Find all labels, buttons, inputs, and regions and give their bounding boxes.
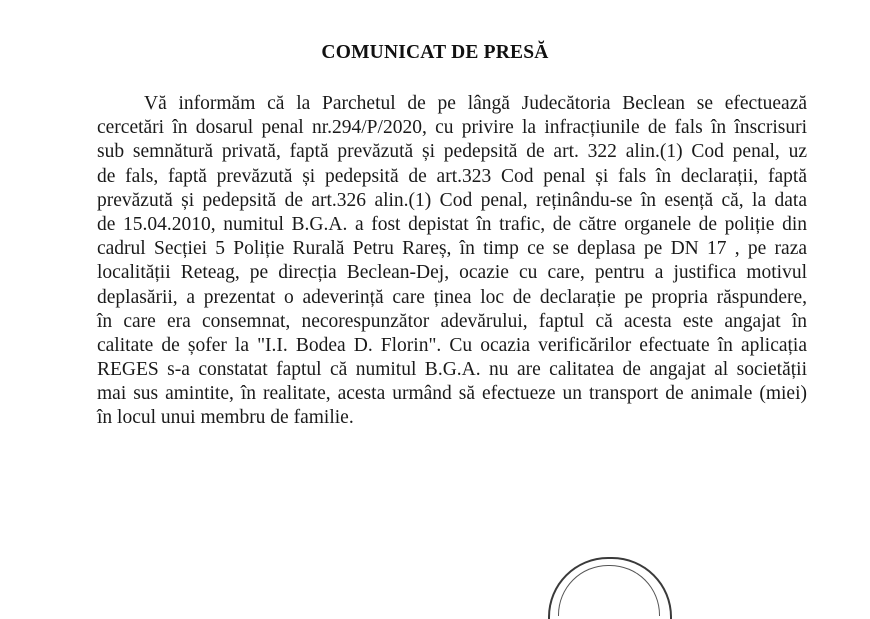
paragraph-line: sub semnătură privată, faptă prevăzută și pedepsită de art. 322 alin.(1) Cod penal, uz bbox=[97, 141, 807, 163]
paragraph-line: în care era consemnat, necorespunzător adevărului, faptul că acesta este angajat în bbox=[97, 310, 807, 332]
stamp-inner-ring bbox=[558, 565, 660, 616]
press-release-paragraph bbox=[97, 92, 807, 431]
paragraph-line: deplasării, a prezentat o adeverință care ținea loc de declarație pe propria răspundere, bbox=[97, 286, 807, 308]
paragraph-line: mai sus amintite, în realitate, acesta urmând să efectueze un transport de animale (miei) bbox=[97, 383, 807, 405]
paragraph-line: cadrul Secției 5 Poliție Rurală Petru Rareș, în timp ce se deplasa pe DN 17 , pe raza bbox=[97, 238, 807, 260]
document-title: COMUNICAT DE PRESĂ bbox=[321, 42, 549, 63]
paragraph-line: prevăzută și pedepsită de art.326 alin.(1) Cod penal, reținându-se în esență că, la data bbox=[97, 189, 807, 211]
paragraph-line: localității Reteag, pe direcția Beclean-Dej, ocazie cu care, pentru a justifica motivul bbox=[97, 262, 807, 284]
paragraph-line: de 15.04.2010, numitul B.G.A. a fost depistat în trafic, de către organele de poliție din bbox=[97, 213, 807, 235]
paragraph-line: de fals, faptă prevăzută și pedepsită de art.323 Cod penal și fals în declarații, faptă bbox=[97, 165, 807, 187]
paragraph-line: calitate de șofer la "I.I. Bodea D. Florin". Cu ocazia verificărilor efectuate în aplicația bbox=[97, 334, 807, 356]
paragraph-line: în locul unui membru de familie. bbox=[97, 407, 354, 429]
paragraph-line: cercetări în dosarul penal nr.294/P/2020, cu privire la infracțiunile de fals în înscrisuri bbox=[97, 117, 807, 139]
paragraph-line: REGES s-a constatat faptul că numitul B.G.A. nu are calitatea de angajat al societății bbox=[97, 359, 807, 381]
paragraph-line: Vă informăm că la Parchetul de pe lângă Judecătoria Beclean se efectuează bbox=[144, 93, 807, 114]
official-stamp bbox=[548, 557, 672, 619]
